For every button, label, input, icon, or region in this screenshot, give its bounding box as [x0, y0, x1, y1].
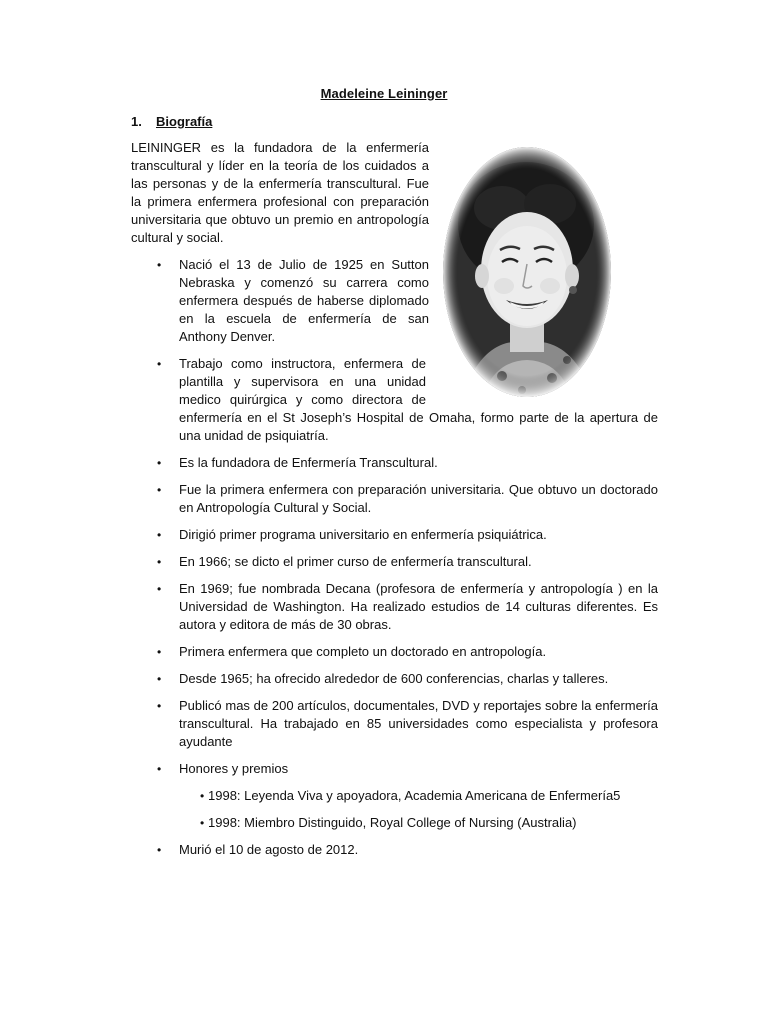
list-item-text: Publicó mas de 200 artículos, documentales, DVD y reportajes sobre la enfermería transcultural. Ha trabajado en 85 universidades como especialista y profesora ayudante [179, 698, 658, 749]
bullet-glyph: • [157, 762, 162, 776]
bullet-glyph: • [157, 672, 162, 686]
list-item [131, 256, 429, 346]
list-item [131, 553, 658, 571]
list-item-text: Fue la primera enfermera con preparación universitaria. Que obtuvo un doctorado en Antropología Cultural y Social. [179, 482, 658, 515]
list-item-text: Dirigió primer programa universitario en enfermería psiquiátrica. [179, 527, 547, 542]
section-heading [131, 114, 212, 129]
intro-paragraph: LEININGER es la fundadora de la enfermería transcultural y líder en la teoría de los cuidados a las personas y de la enfermería transcultural. Fue la primera enfermera profesional con preparación universitaria que obtuvo un premio en antropología cultural y social. [131, 140, 429, 245]
bullet-glyph: • [157, 843, 162, 857]
list-item [131, 697, 658, 751]
list-item [131, 355, 658, 445]
bullet-glyph: • [157, 528, 162, 542]
bullet-glyph: • [157, 555, 162, 569]
bullet-glyph: • [157, 483, 162, 497]
document-title: Madeleine Leininger [320, 86, 448, 101]
list-item [131, 760, 658, 832]
bullet-glyph: • [157, 582, 162, 596]
bullet-glyph: • [157, 645, 162, 659]
portrait-wrap-spacer [426, 355, 658, 409]
section-number: 1. [131, 114, 142, 129]
list-item-text: En 1966; se dicto el primer curso de enfermería transcultural. [179, 554, 532, 569]
bullet-glyph: • [157, 456, 162, 470]
list-item [131, 643, 658, 661]
list-item [131, 841, 658, 859]
sub-list-item [131, 787, 658, 805]
bullet-glyph: • [157, 357, 162, 371]
list-item-text: Desde 1965; ha ofrecido alrededor de 600 conferencias, charlas y talleres. [179, 671, 609, 686]
section-title: Biografía [156, 114, 213, 129]
bullet-glyph: • [200, 816, 205, 830]
list-item-text: En 1969; fue nombrada Decana (profesora de enfermería y antropología ) en la Universidad de Washington. Ha realizado estudios de 14 culturas diferentes. Es autora y editora de más de 30 obras. [179, 581, 658, 632]
sub-list-item [131, 814, 658, 832]
list-item [131, 454, 658, 472]
sub-list-item-text: 1998: Leyenda Viva y apoyadora, Academia Americana de Enfermería5 [208, 788, 621, 803]
honors-sub-list [179, 787, 658, 832]
bullet-glyph: • [157, 699, 162, 713]
list-item-text: Murió el 10 de agosto de 2012. [179, 842, 359, 857]
list-item [131, 580, 658, 634]
sub-list-item-text: 1998: Miembro Distinguido, Royal College of Nursing (Australia) [208, 815, 577, 830]
list-item [131, 670, 658, 688]
biography-bullet-list [131, 256, 658, 868]
bullet-glyph: • [157, 258, 162, 272]
list-item [131, 526, 658, 544]
list-item-text: Es la fundadora de Enfermería Transcultural. [179, 455, 438, 470]
list-item-text: Nació el 13 de Julio de 1925 en Sutton Nebraska y comenzó su carrera como enfermera después de haberse diplomado en la escuela de enfermería de san Anthony Denver. [179, 257, 429, 344]
bullet-glyph: • [200, 789, 205, 803]
list-item [131, 481, 658, 517]
list-item-text: Trabajo como instructora, enfermera de plantilla y supervisora en una unidad medico quirúrgica y como directora de enfermería en el St Joseph’s Hospital de Omaha, formo parte de la apertura de una unidad de psiquiatría. [179, 356, 658, 443]
list-item-text: Honores y premios [179, 761, 289, 776]
list-item-text: Primera enfermera que completo un doctorado en antropología. [179, 644, 547, 659]
